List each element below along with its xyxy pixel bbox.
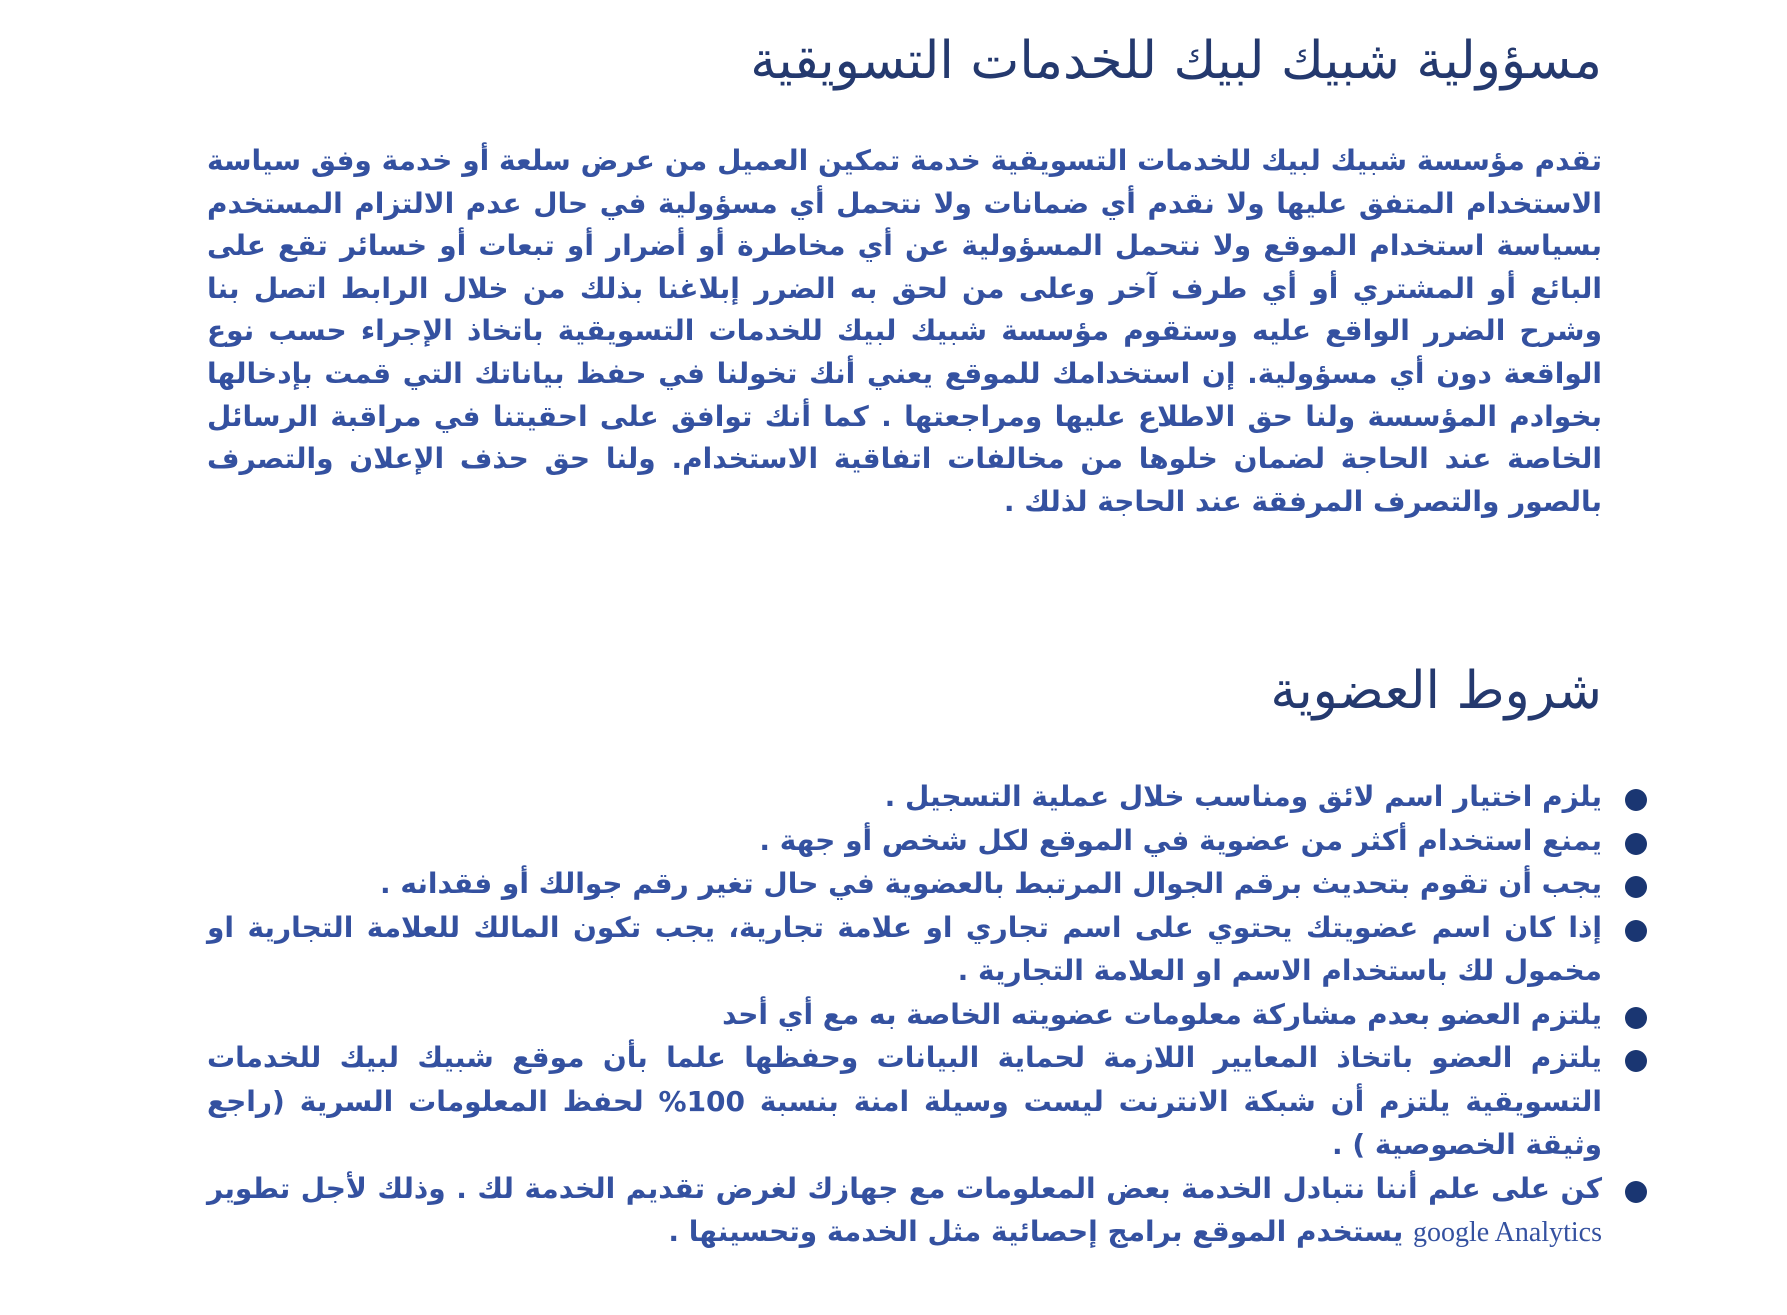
list-item <box>207 819 1647 863</box>
list-item-text: إذا كان اسم عضويتك يحتوي على اسم تجاري او علامة تجارية، يجب تكون المالك للعلامة التجارية او مخمول لك باستخدام الاسم او العلامة التجارية . <box>207 910 1602 987</box>
list-item-text: يلتزم العضو بعدم مشاركة معلومات عضويته الخاصة به مع أي أحد <box>722 997 1602 1031</box>
analytics-text-after: يستخدم الموقع برامج إحصائية مثل الخدمة وتحسينها . <box>668 1215 1404 1248</box>
list-item-text <box>207 1167 1602 1255</box>
bullet-icon <box>1625 1181 1647 1203</box>
list-item-text: يلتزم العضو باتخاذ المعايير اللازمة لحماية البيانات وحفظها علما بأن موقع شبيك لبيك للخدمات التسويقية يلتزم أن شبكة الانترنت ليست وسيلة امنة بنسبة 100% لحفظ المعلومات السرية (راجع وثيقة الخصوصية ) . <box>207 1041 1602 1161</box>
bullet-icon <box>1625 833 1647 855</box>
membership-terms-list <box>207 775 1647 1255</box>
membership-heading: شروط العضوية <box>1270 661 1602 721</box>
list-item <box>207 775 1647 819</box>
list-item <box>207 1167 1647 1255</box>
bullet-icon <box>1625 1050 1647 1072</box>
list-item <box>207 862 1647 906</box>
list-item <box>207 1036 1647 1167</box>
bullet-icon <box>1625 876 1647 898</box>
list-item-text: يلزم اختيار اسم لائق ومناسب خلال عملية التسجيل . <box>884 780 1602 813</box>
responsibility-paragraph: تقدم مؤسسة شبيك لبيك للخدمات التسويقية خدمة تمكين العميل من عرض سلعة أو خدمة وفق سياسة الاستخدام المتفق عليها ولا نقدم أي ضمانات ولا نتحمل أي مسؤولية في حال عدم الالتزام المستخدم بسياسة استخدام الموقع ولا نتحمل المسؤولية عن أي مخاطرة أو أضرار أو تبعات أو خسائر تقع على البائع أو المشتري أو أي طرف آخر وعلى من لحق به الضرر إبلاغنا بذلك من خلال الرابط اتصل بنا وشرح الضرر الواقع عليه وستقوم مؤسسة شبيك لبيك للخدمات التسويقية باتخاذ الإجراء حسب نوع الواقعة دون أي مسؤولية. إن استخدامك للموقع يعني أنك تخولنا في حفظ بياناتك التي قمت بإدخالها بخوادم المؤسسة ولنا حق الاطلاع عليها ومراجعتها . كما أنك توافق على احقيتنا في مراقبة الرسائل الخاصة عند الحاجة لضمان خلوها من مخالفات اتفاقية الاستخدام. ولنا حق حذف الإعلان والتصرف بالصور والتصرف المرفقة عند الحاجة لذلك . <box>207 144 1602 518</box>
list-item-text: يجب أن تقوم بتحديث برقم الجوال المرتبط بالعضوية في حال تغير رقم جوالك أو فقدانه . <box>380 867 1602 900</box>
list-item <box>207 993 1647 1037</box>
list-item-text: يمنع استخدام أكثر من عضوية في الموقع لكل شخص أو جهة . <box>759 823 1602 857</box>
list-item <box>207 906 1647 993</box>
analytics-text-before: كن على علم أننا نتبادل الخدمة بعض المعلومات مع جهازك لغرض تقديم الخدمة لك . وذلك لأجل تطوير <box>207 1171 1602 1205</box>
bullet-icon <box>1625 920 1647 942</box>
bullet-icon <box>1625 1007 1647 1029</box>
analytics-product-name: google Analytics <box>1413 1217 1602 1248</box>
responsibility-heading: مسؤولية شبيك لبيك للخدمات التسويقية <box>750 31 1602 91</box>
bullet-icon <box>1625 789 1647 811</box>
